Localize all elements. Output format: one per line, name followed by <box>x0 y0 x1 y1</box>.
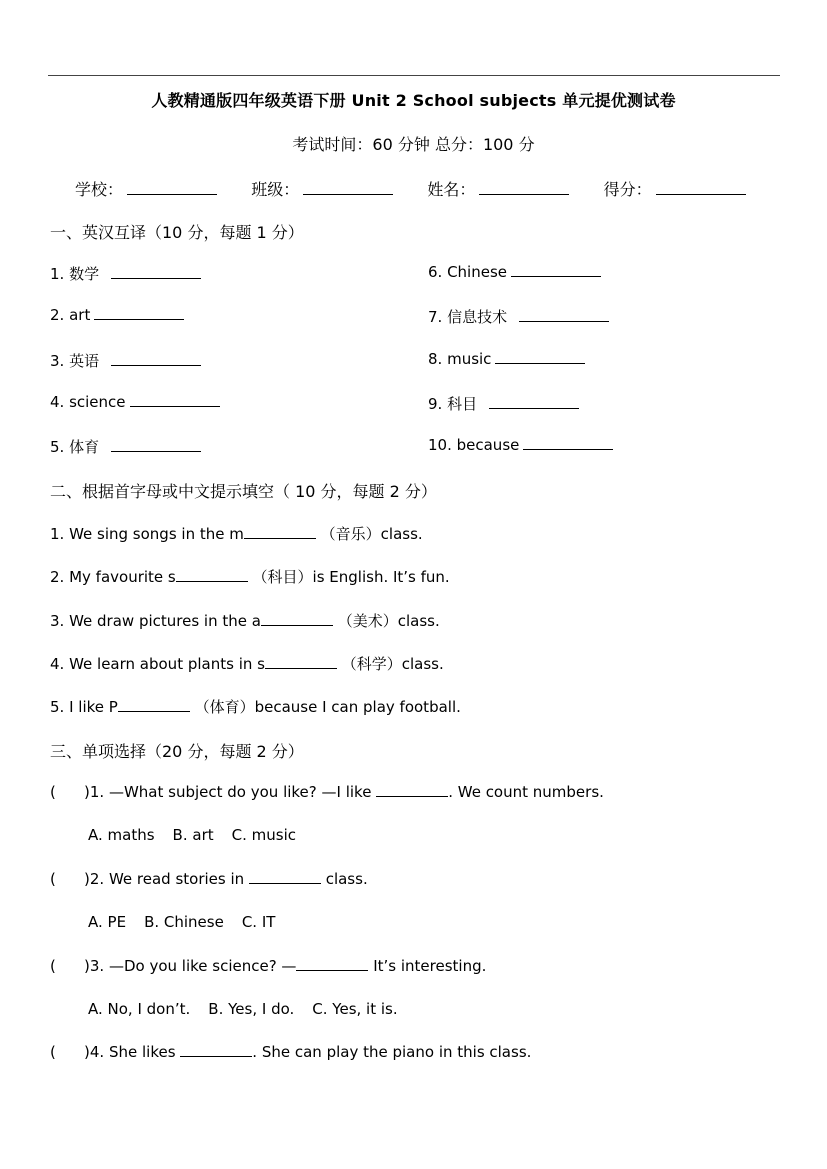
item-text: 7. 信息技术 <box>428 308 508 326</box>
answer-paren[interactable]: ( <box>50 783 56 801</box>
item-text: is English. It’s fun. <box>312 568 450 586</box>
list-item <box>50 436 201 457</box>
answer-blank[interactable] <box>118 699 190 712</box>
question-text: . She can play the piano in this class. <box>252 1043 532 1061</box>
answer-blank[interactable] <box>376 784 448 797</box>
exam-meta: 考试时间：60 分钟 总分：100 分 <box>292 135 535 154</box>
hint-text: （美术） <box>337 612 398 630</box>
item-text: 2. My favourite s <box>50 568 176 586</box>
name-label: 姓名： <box>427 180 476 199</box>
answer-blank[interactable] <box>176 569 248 582</box>
item-text: because I can play football. <box>254 698 461 716</box>
item-text: 6. Chinese <box>428 263 508 281</box>
score-blank[interactable] <box>656 182 746 195</box>
item-text: 3. We draw pictures in the a <box>50 612 261 630</box>
answer-blank[interactable] <box>130 394 220 407</box>
answer-paren[interactable]: ( <box>50 957 56 975</box>
school-label: 学校： <box>75 180 124 199</box>
item-text: 3. 英语 <box>50 352 100 370</box>
answer-blank[interactable] <box>111 266 201 279</box>
list-item <box>50 263 201 284</box>
option-b[interactable]: B. art <box>172 826 214 844</box>
item-text: 1. We sing songs in the m <box>50 525 244 543</box>
answer-blank[interactable] <box>180 1044 252 1057</box>
answer-blank[interactable] <box>265 656 337 669</box>
question-number: )3. <box>84 957 105 975</box>
answer-paren[interactable]: ( <box>50 870 56 888</box>
item-text: class. <box>380 525 423 543</box>
question-text: —Do you like science? — <box>108 957 297 975</box>
item-text: class. <box>401 655 444 673</box>
page-title: 人教精通版四年级英语下册 Unit 2 School subjects 单元提优测试卷 <box>151 91 676 110</box>
item-text: 10. because <box>428 436 520 454</box>
class-label: 班级： <box>251 180 300 199</box>
header-rule <box>48 75 780 76</box>
list-item <box>50 566 450 587</box>
list-item <box>50 350 201 371</box>
answer-blank[interactable] <box>111 353 201 366</box>
question-text: We read stories in <box>108 870 245 888</box>
answer-paren[interactable]: ( <box>50 1043 56 1061</box>
item-text: 4. science <box>50 393 126 411</box>
option-c[interactable]: C. music <box>231 826 296 844</box>
item-text: 8. music <box>428 350 492 368</box>
item-text: 5. 体育 <box>50 438 100 456</box>
option-a[interactable]: A. No, I don’t. <box>88 1000 191 1018</box>
item-text: 2. art <box>50 306 91 324</box>
question-text: —What subject do you like? —I like <box>108 783 372 801</box>
answer-blank[interactable] <box>495 351 585 364</box>
list-item <box>428 306 609 327</box>
item-text: 1. 数学 <box>50 265 100 283</box>
list-item <box>50 610 440 631</box>
class-blank[interactable] <box>303 182 393 195</box>
options-row <box>88 826 296 844</box>
question-text: . We count numbers. <box>448 783 604 801</box>
list-item <box>50 696 461 717</box>
info-fields <box>75 177 746 200</box>
list-item <box>50 306 184 324</box>
question-text: class. <box>320 870 368 888</box>
question-number: )4. <box>84 1043 105 1061</box>
list-item <box>428 436 613 454</box>
question-row <box>50 1043 531 1061</box>
item-text: 5. I like P <box>50 698 118 716</box>
question-number: )2. <box>84 870 105 888</box>
name-blank[interactable] <box>479 182 569 195</box>
question-number: )1. <box>84 783 105 801</box>
answer-blank[interactable] <box>511 264 601 277</box>
option-b[interactable]: B. Chinese <box>144 913 224 931</box>
section1-heading: 一、英汉互译（10 分，每题 1 分） <box>50 223 304 242</box>
question-row <box>50 957 486 975</box>
options-row <box>88 1000 398 1018</box>
question-row <box>50 783 604 801</box>
answer-blank[interactable] <box>261 613 333 626</box>
item-text: 4. We learn about plants in s <box>50 655 265 673</box>
answer-blank[interactable] <box>519 309 609 322</box>
list-item <box>428 350 585 368</box>
school-blank[interactable] <box>127 182 217 195</box>
list-item <box>50 523 423 544</box>
option-a[interactable]: A. maths <box>88 826 155 844</box>
score-label: 得分： <box>603 180 652 199</box>
question-text: She likes <box>108 1043 176 1061</box>
list-item <box>428 393 579 414</box>
hint-text: （科目） <box>252 568 313 586</box>
hint-text: （科学） <box>341 655 402 673</box>
answer-blank[interactable] <box>249 871 321 884</box>
question-text: It’s interesting. <box>368 957 487 975</box>
answer-blank[interactable] <box>111 439 201 452</box>
answer-blank[interactable] <box>296 958 368 971</box>
list-item <box>50 393 220 411</box>
list-item <box>428 263 601 281</box>
options-row <box>88 913 275 931</box>
option-c[interactable]: C. Yes, it is. <box>312 1000 398 1018</box>
hint-text: （音乐） <box>320 525 381 543</box>
section2-heading: 二、根据首字母或中文提示填空（ 10 分，每题 2 分） <box>50 482 437 501</box>
option-a[interactable]: A. PE <box>88 913 127 931</box>
item-text: class. <box>397 612 440 630</box>
answer-blank[interactable] <box>244 526 316 539</box>
answer-blank[interactable] <box>94 307 184 320</box>
list-item <box>50 653 444 674</box>
answer-blank[interactable] <box>523 437 613 450</box>
hint-text: （体育） <box>194 698 255 716</box>
option-b[interactable]: B. Yes, I do. <box>208 1000 295 1018</box>
item-text: 9. 科目 <box>428 395 478 413</box>
option-c[interactable]: C. IT <box>241 913 276 931</box>
answer-blank[interactable] <box>489 396 579 409</box>
section3-heading: 三、单项选择（20 分，每题 2 分） <box>50 742 304 761</box>
question-row <box>50 870 368 888</box>
